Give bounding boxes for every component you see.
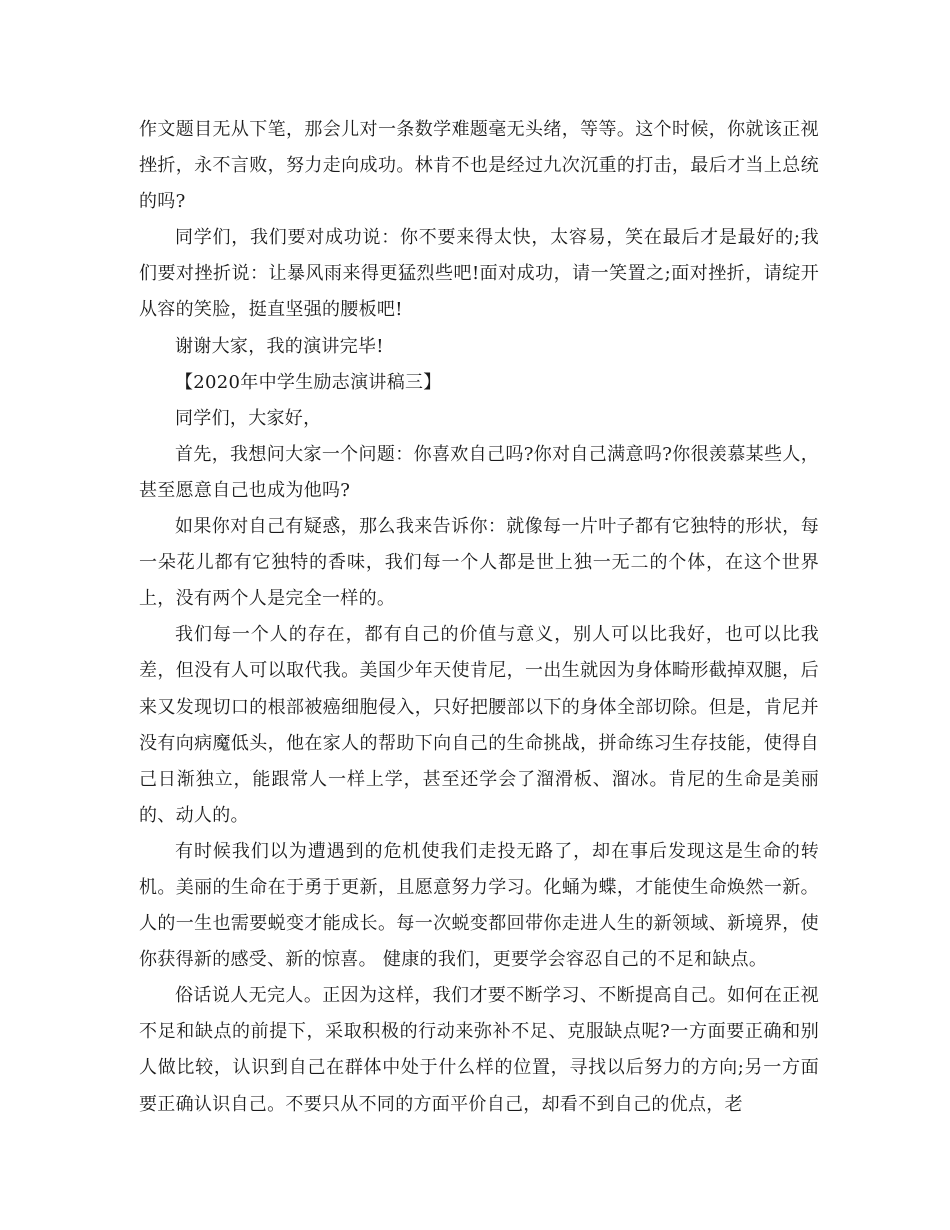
paragraph-greeting: 同学们，大家好， <box>175 407 322 429</box>
paragraph-5: 我们每一个人的存在，都有自己的价值与意义，别人可以比我好，也可以比我差，但没有人可以取代我。美国少年天使肯尼，一出生就因为身体畸形截掉双腿，后来又发现切口的根部被癌细胞侵入，只好把腰部以下的身体全部切除。但是，肯尼并没有向病魔低头，他在家人的帮助下向自己的生命挑战，拼命练习生存技能，使得自己日渐独立，能跟常人一样上学，甚至还学会了溜滑板、溜冰。肯尼的生命是美丽的、动人的。 <box>139 624 819 826</box>
paragraph-closing: 谢谢大家，我的演讲完毕! <box>175 335 384 357</box>
section-heading: 【2020年中学生励志演讲稿三】 <box>175 371 442 393</box>
paragraph-6: 有时候我们以为遭遇到的危机使我们走投无路了，却在事后发现这是生命的转机。美丽的生命在于勇于更新，且愿意努力学习。化蛹为蝶，才能使生命焕然一新。人的一生也需要蜕变才能成长。每一次蜕变都回带你走进人生的新领域、新境界，使你获得新的感受、新的惊喜。 健康的我们，更要学会容忍自己的不足和缺点。 <box>139 840 819 971</box>
paragraph-1: 作文题目无从下笔，那会儿对一条数学难题毫无头绪，等等。这个时候，你就该正视挫折，永不言败，努力走向成功。林肯不也是经过九次沉重的打击，最后才当上总统的吗? <box>139 119 819 213</box>
document-body <box>139 112 819 1123</box>
paragraph-4: 如果你对自己有疑惑，那么我来告诉你：就像每一片叶子都有它独特的形状，每一朵花儿都有它独特的香味，我们每一个人都是世上独一无二的个体，在这个世界上，没有两个人是完全一样的。 <box>139 516 819 610</box>
paragraph-2: 同学们，我们要对成功说：你不要来得太快，太容易，笑在最后才是最好的;我们要对挫折说：让暴风雨来得更猛烈些吧!面对成功，请一笑置之;面对挫折，请绽开从容的笑脸，挺直坚强的腰板吧! <box>139 227 819 321</box>
paragraph-3: 首先，我想问大家一个问题：你喜欢自己吗?你对自己满意吗?你很羡慕某些人，甚至愿意自己也成为他吗? <box>139 443 819 501</box>
paragraph-7: 俗话说人无完人。正因为这样，我们才要不断学习、不断提高自己。如何在正视不足和缺点的前提下，采取积极的行动来弥补不足、克服缺点呢?一方面要正确和别人做比较，认识到自己在群体中处于什么样的位置，寻找以后努力的方向;另一方面要正确认识自己。不要只从不同的方面平价自己，却看不到自己的优点，老 <box>139 985 819 1115</box>
